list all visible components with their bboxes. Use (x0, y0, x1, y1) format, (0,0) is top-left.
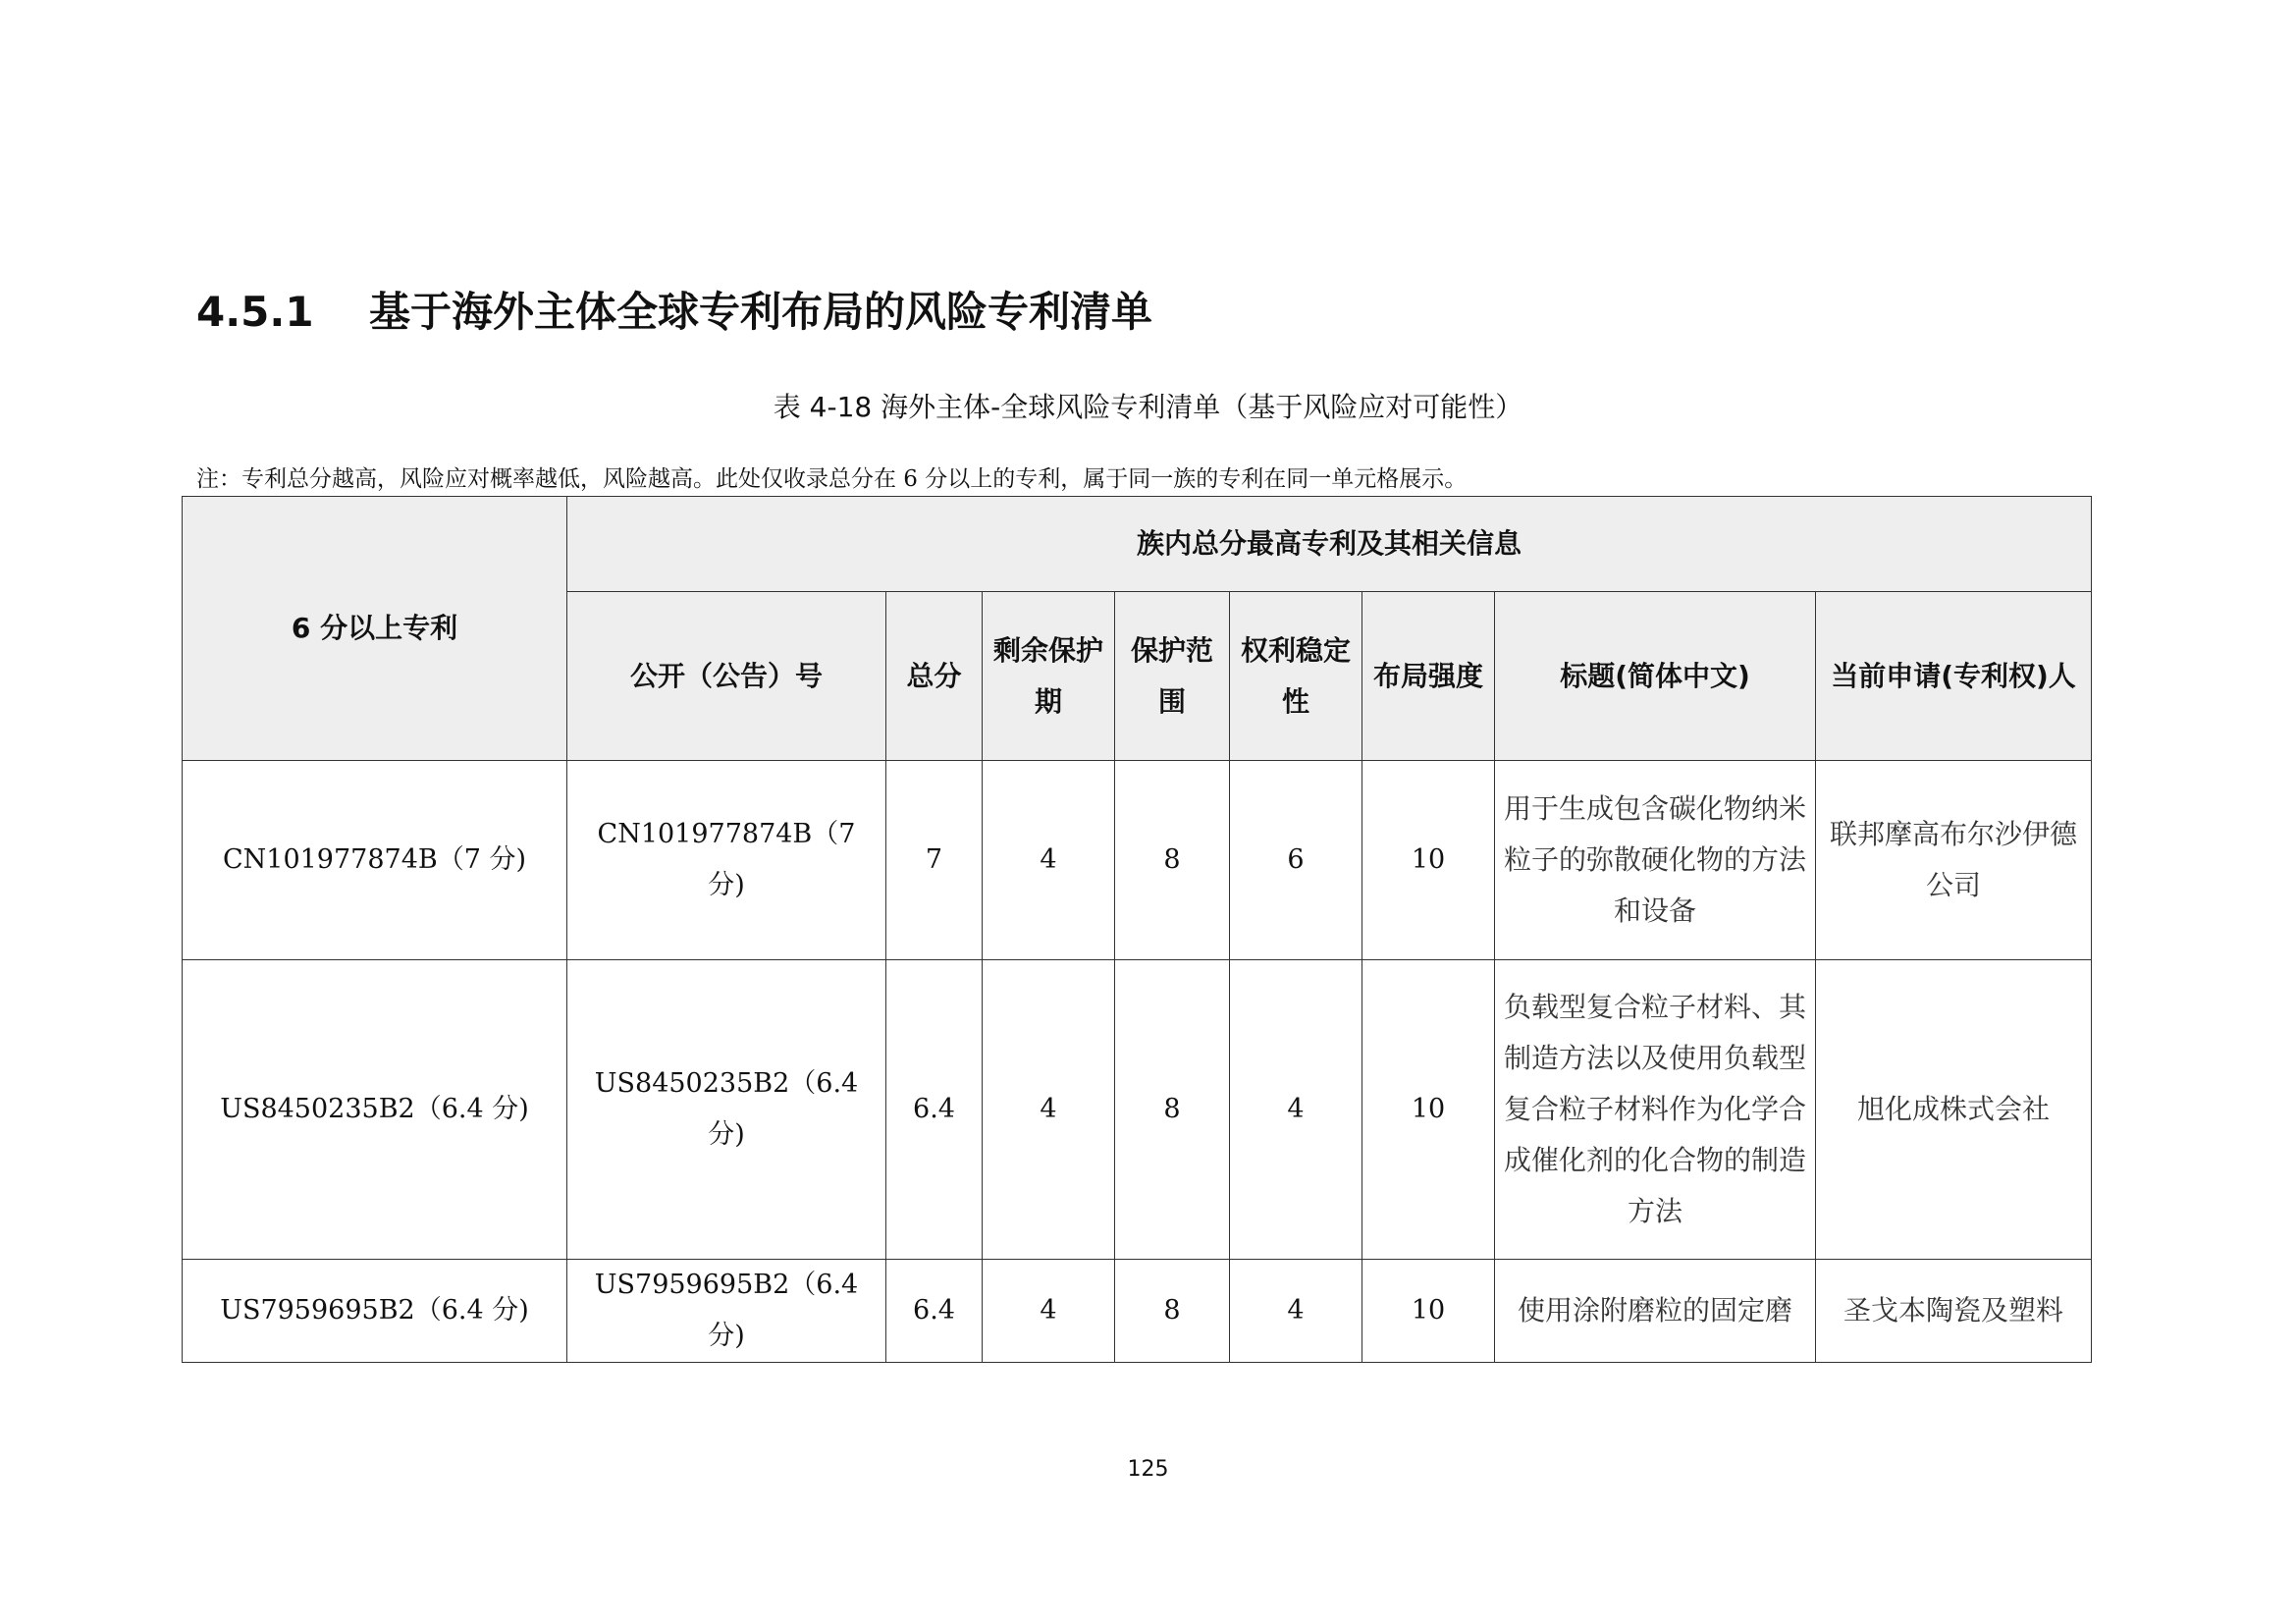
cell-right-stability: 6 (1230, 761, 1362, 960)
table-row (183, 761, 2092, 960)
cell-remaining-protection: 4 (983, 960, 1115, 1260)
table-row (183, 1260, 2092, 1363)
cell-applicant: 圣戈本陶瓷及塑料 (1816, 1260, 2092, 1363)
table-row (183, 960, 2092, 1260)
cell-applicant: 旭化成株式会社 (1816, 960, 2092, 1260)
table-note: 注：专利总分越高，风险应对概率越低，风险越高。此处仅收录总分在 6 分以上的专利，属于同一族的专利在同一单元格展示。 (196, 466, 1468, 492)
cell-title-zh: 使用涂附磨粒的固定磨 (1495, 1260, 1816, 1363)
cell-total-score: 6.4 (886, 1260, 983, 1363)
cell-title-zh: 用于生成包含碳化物纳米粒子的弥散硬化物的方法和设备 (1495, 761, 1816, 960)
header-publication-number: 公开（公告）号 (567, 592, 886, 761)
header-total-score: 总分 (886, 592, 983, 761)
risk-patent-table (182, 496, 2092, 1363)
cell-patent: US7959695B2（6.4 分) (183, 1260, 567, 1363)
page-number: 125 (1127, 1457, 1169, 1482)
cell-publication-number: CN101977874B（7 分) (567, 761, 886, 960)
cell-total-score: 6.4 (886, 960, 983, 1260)
cell-patent: US8450235B2（6.4 分) (183, 960, 567, 1260)
table-caption: 表 4-18 海外主体-全球风险专利清单（基于风险应对可能性） (773, 391, 1523, 423)
header-patents-over-6: 6 分以上专利 (183, 497, 567, 761)
cell-remaining-protection: 4 (983, 761, 1115, 960)
cell-total-score: 7 (886, 761, 983, 960)
cell-publication-number: US7959695B2（6.4 分) (567, 1260, 886, 1363)
cell-protection-scope: 8 (1115, 960, 1230, 1260)
section-heading (196, 280, 1152, 339)
section-title: 基于海外主体全球专利布局的风险专利清单 (369, 288, 1153, 336)
header-title-zh: 标题(简体中文) (1495, 592, 1816, 761)
cell-title-zh: 负载型复合粒子材料、其制造方法以及使用负载型复合粒子材料作为化学合成催化剂的化合物的制造方法 (1495, 960, 1816, 1260)
header-remaining-protection: 剩余保护期 (983, 592, 1115, 761)
header-family-top-info: 族内总分最高专利及其相关信息 (567, 497, 2092, 592)
header-protection-scope: 保护范围 (1115, 592, 1230, 761)
cell-publication-number: US8450235B2（6.4 分) (567, 960, 886, 1260)
cell-layout-strength: 10 (1362, 960, 1495, 1260)
section-number: 4.5.1 (196, 288, 314, 336)
cell-patent: CN101977874B（7 分) (183, 761, 567, 960)
header-layout-strength: 布局强度 (1362, 592, 1495, 761)
cell-layout-strength: 10 (1362, 761, 1495, 960)
cell-remaining-protection: 4 (983, 1260, 1115, 1363)
cell-protection-scope: 8 (1115, 1260, 1230, 1363)
cell-right-stability: 4 (1230, 960, 1362, 1260)
cell-protection-scope: 8 (1115, 761, 1230, 960)
header-applicant: 当前申请(专利权)人 (1816, 592, 2092, 761)
cell-right-stability: 4 (1230, 1260, 1362, 1363)
cell-layout-strength: 10 (1362, 1260, 1495, 1363)
header-right-stability: 权利稳定性 (1230, 592, 1362, 761)
cell-applicant: 联邦摩高布尔沙伊德公司 (1816, 761, 2092, 960)
